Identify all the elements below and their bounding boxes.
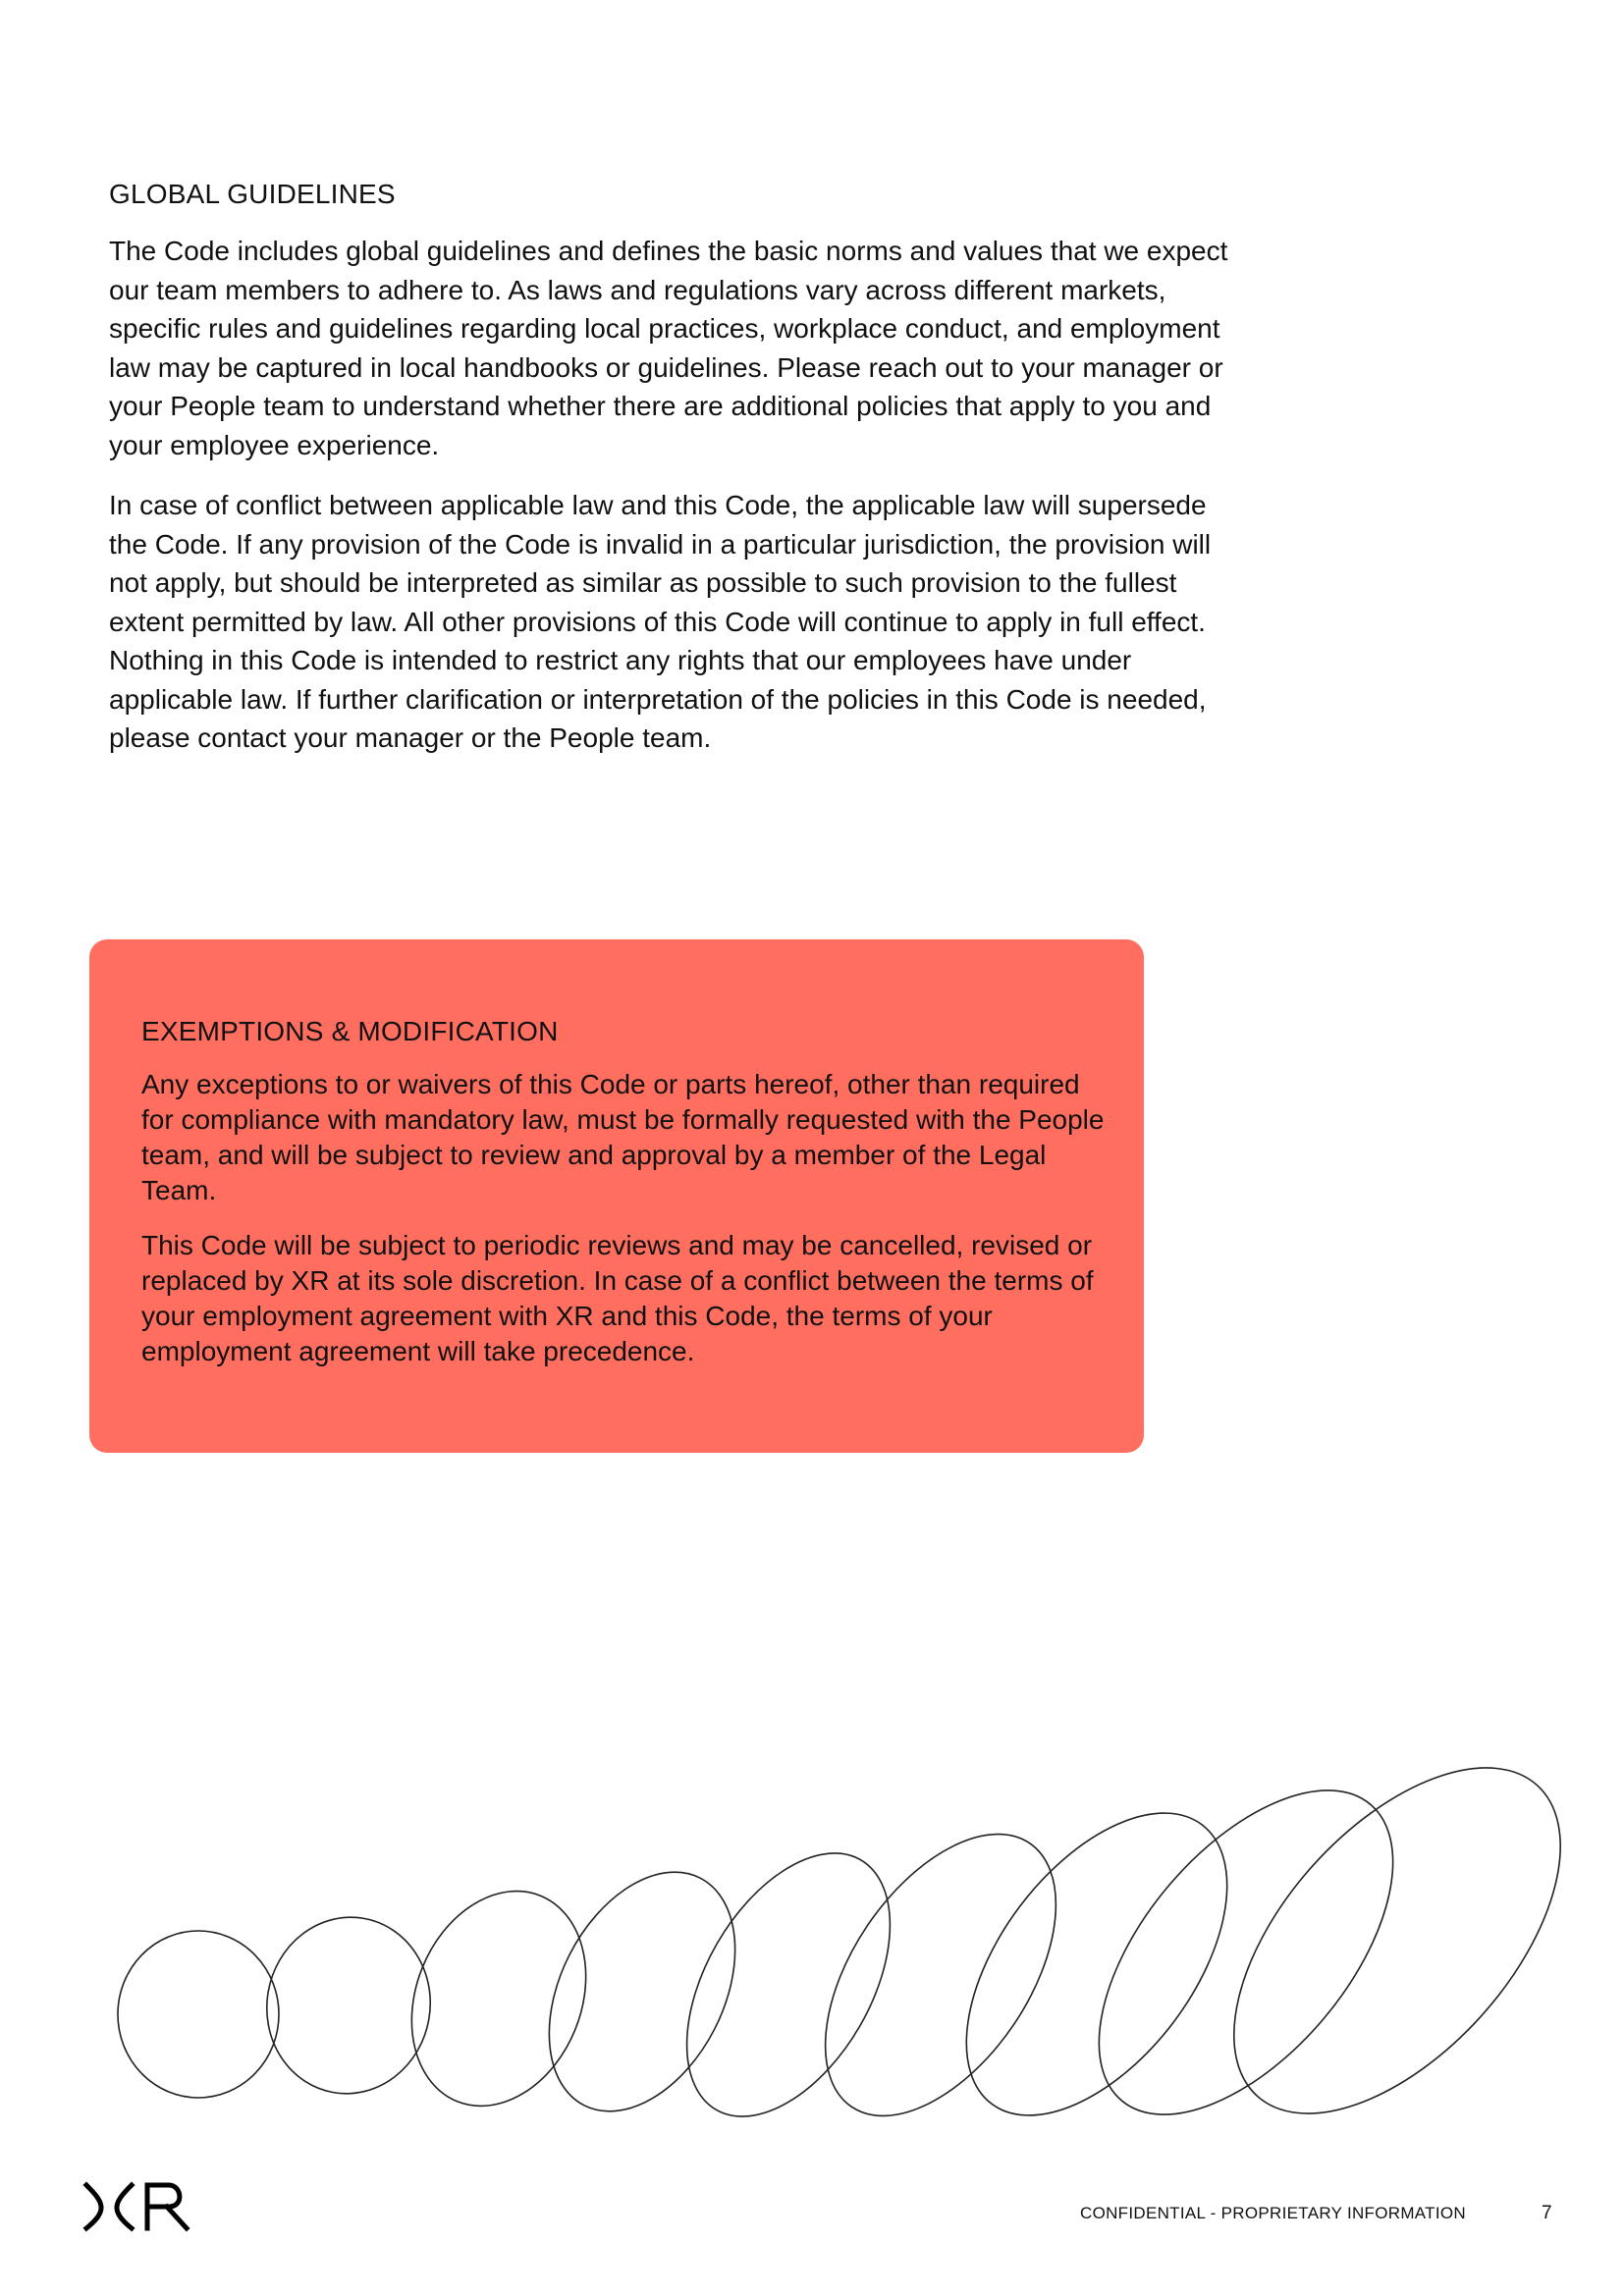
ellipse-5: [645, 1819, 932, 2120]
ellipse-9: [1173, 1728, 1621, 2120]
global-guidelines-section: [109, 177, 1248, 779]
ellipse-sequence-graphic: [0, 1728, 1624, 2120]
exemptions-paragraph-2: This Code will be subject to periodic reviews and may be cancelled, revised or replaced by XR at its sole discretion. In case of a conflict between the terms of your employment agreement with XR and this Code, the terms of your employment agreement will take precedence.: [141, 1230, 1094, 1366]
page-number: 7: [1542, 2203, 1552, 2223]
global-guidelines-paragraph-2: In case of conflict between applicable law and this Code, the applicable law will supersede the Code. If any provision of the Code is invalid in a particular jurisdiction, the provision will not apply, but should be interpreted as similar as possible to such provision to the fullest extent permitted by law. All other provisions of this Code will continue to apply in full effect. Nothing in this Code is intended to restrict any rights that our employees have under applicable law. If further clarification or interpretation of the policies in this Code is needed, please contact your manager or the People team.: [109, 490, 1212, 753]
exemptions-callout-box: [89, 939, 1144, 1453]
exemptions-heading: EXEMPTIONS & MODIFICATION: [141, 1016, 559, 1046]
ellipse-8: [1044, 1738, 1449, 2120]
global-guidelines-paragraph-1: The Code includes global guidelines and defines the basic norms and values that we expect our team members to adhere to. As laws and regulations vary across different markets, specific rules and guidelines regarding local practices, workplace conduct, and employment law may be captured in local handbooks or guidelines. Please reach out to your manager or your People team to understand whether there are additional policies that apply to you and your employee experience.: [109, 236, 1228, 460]
xr-logo-icon: [82, 2181, 190, 2232]
exemptions-paragraph-1: Any exceptions to or waivers of this Code or parts hereof, other than required for compliance with mandatory law, must be formally requested with the People team, and will be subject to review and approval by a member of the Legal Team.: [141, 1069, 1105, 1205]
ellipse-3: [381, 1865, 617, 2120]
global-guidelines-heading: GLOBAL GUIDELINES: [109, 179, 396, 209]
ellipse-7: [915, 1767, 1279, 2120]
ellipse-4: [512, 1841, 773, 2120]
ellipse-1: [118, 1931, 279, 2098]
confidential-footer-label: CONFIDENTIAL - PROPRIETARY INFORMATION: [1080, 2204, 1466, 2222]
ellipse-2: [253, 1904, 445, 2107]
